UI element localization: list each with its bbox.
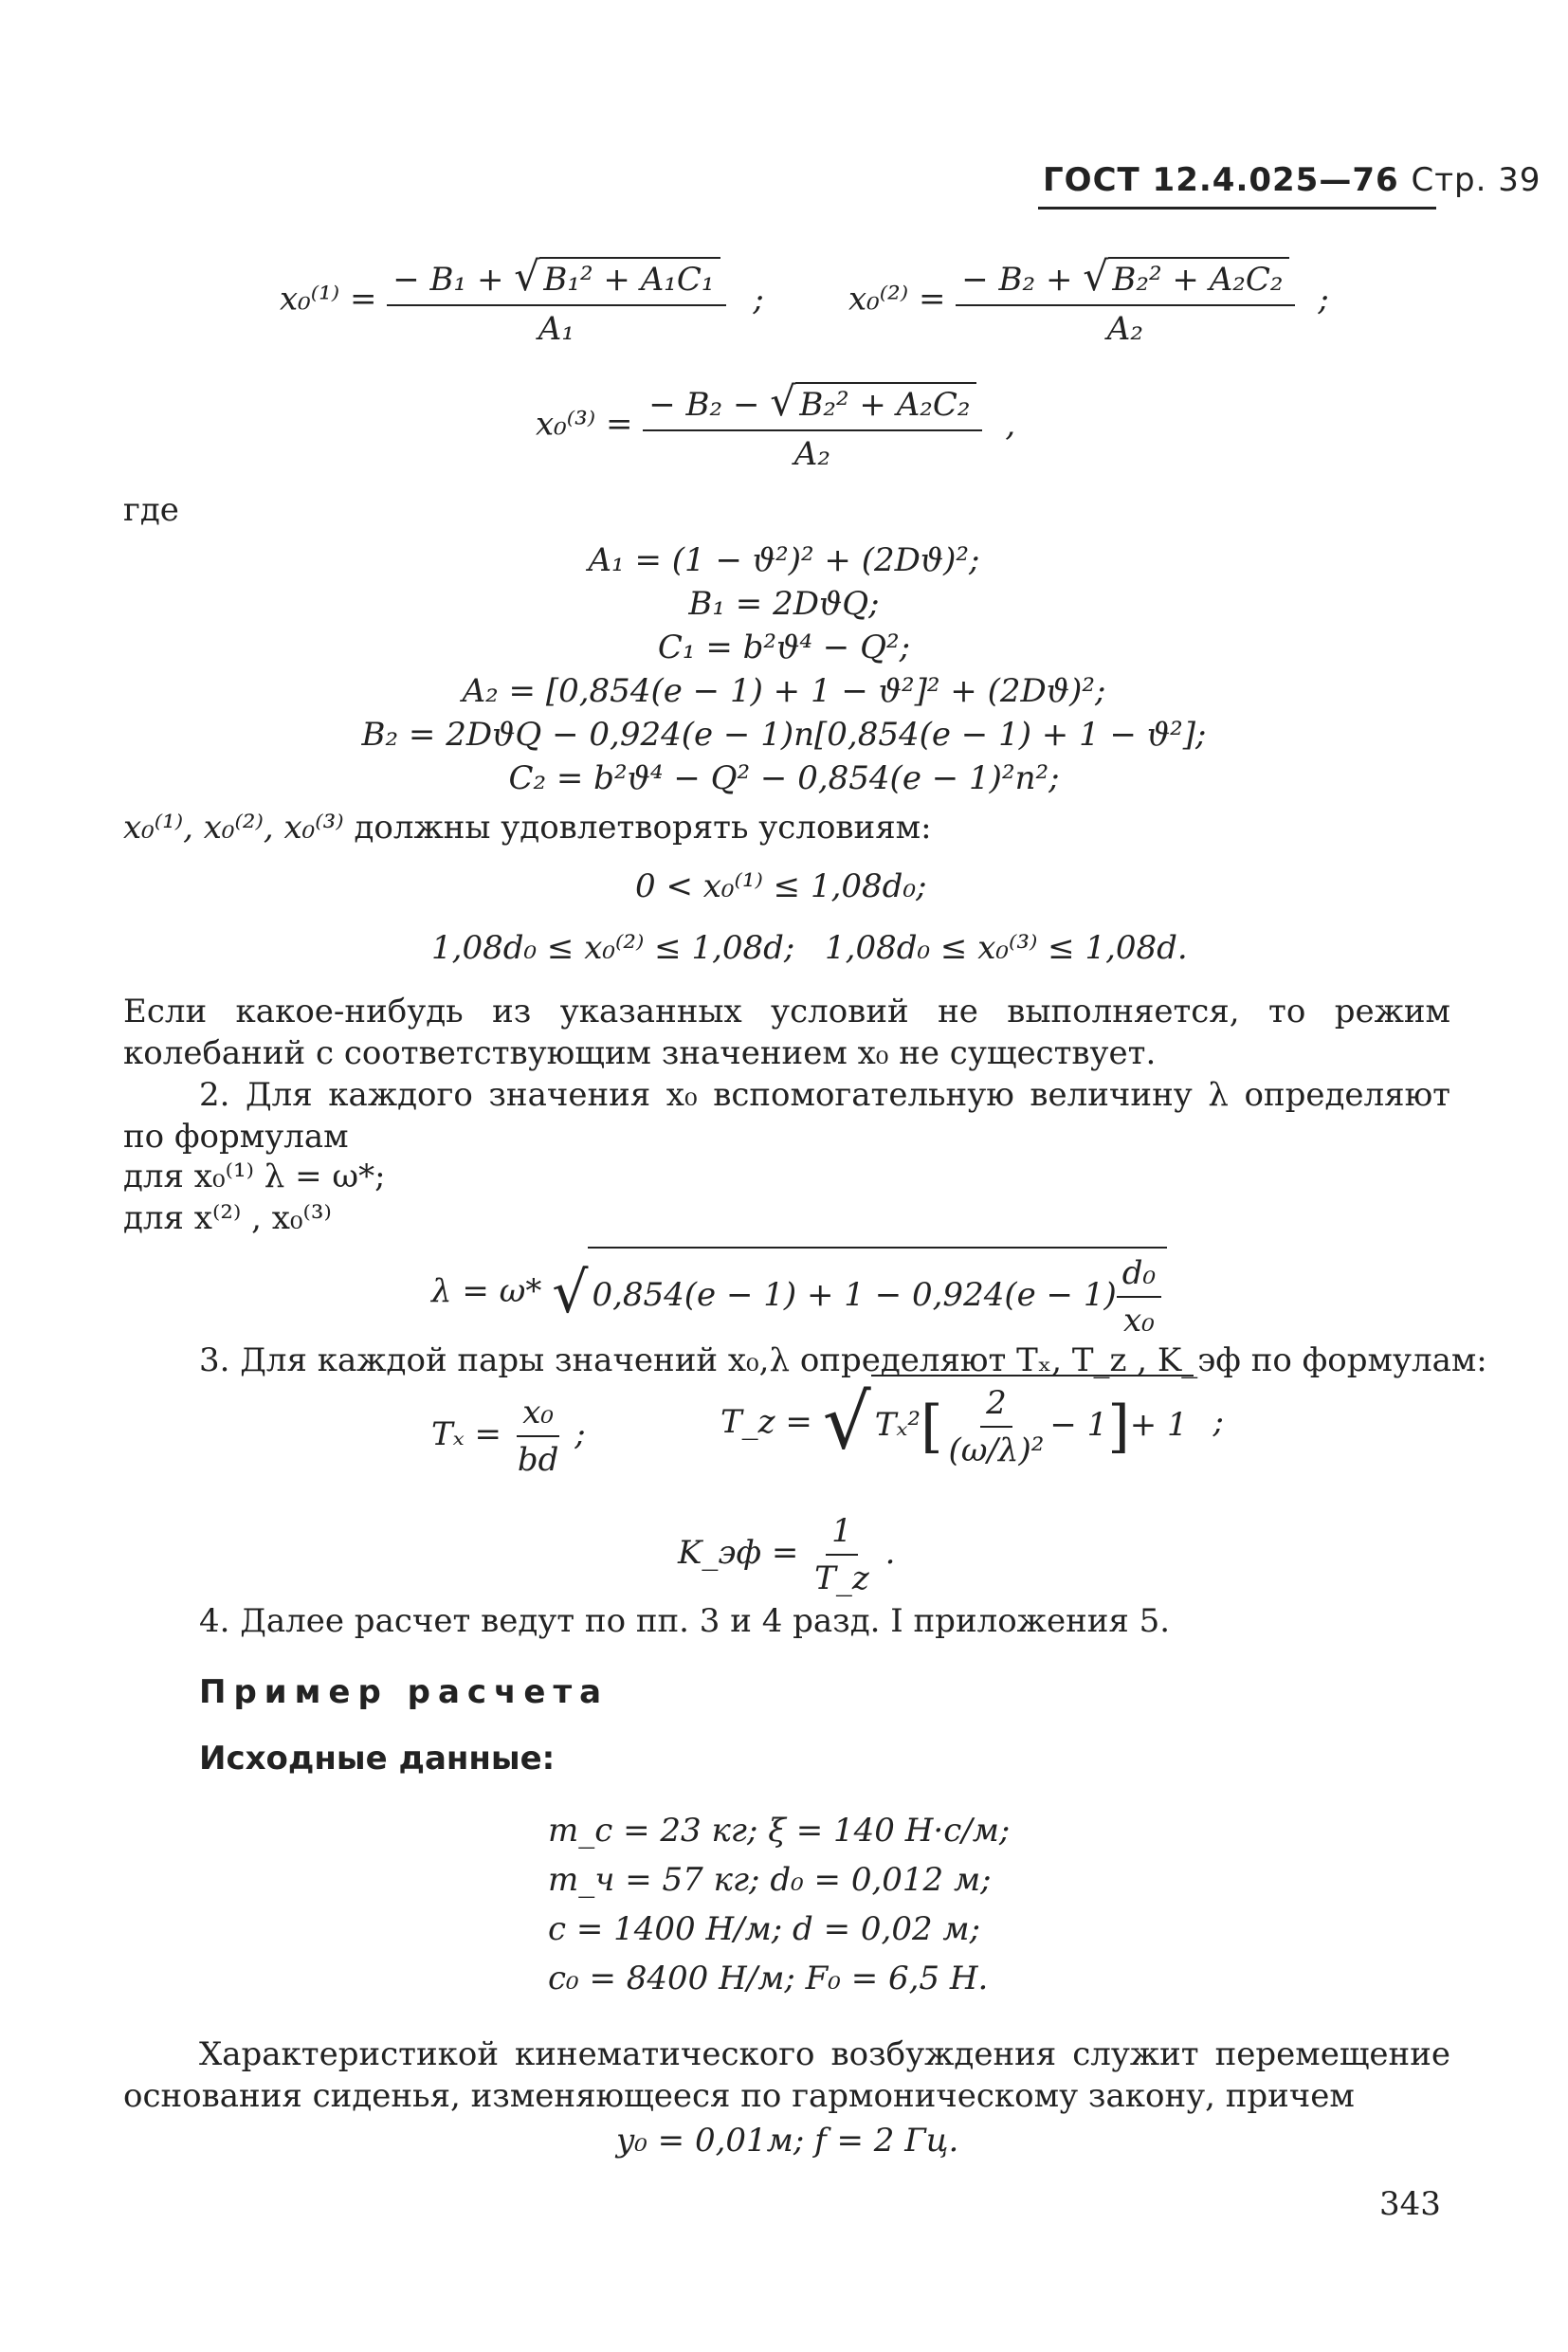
tz-end: ; (1212, 1403, 1224, 1441)
formula-x01-den: A₁ (538, 310, 574, 348)
sqrt-icon: √ (514, 254, 540, 301)
sqrt-icon: √ (770, 379, 796, 426)
formula-x02-end: ; (1318, 280, 1329, 319)
keff-lhs: K_эф = (678, 1534, 799, 1572)
conditions-text: должны удовлетворять условиям: (354, 809, 932, 847)
conditions-intro (123, 809, 932, 847)
lambda-frac-num: d₀ (1117, 1254, 1161, 1298)
tx-end: ; (574, 1415, 586, 1453)
condition-line-2b: 1,08d₀ ≤ x₀⁽³⁾ ≤ 1,08d. (825, 929, 1188, 967)
keff-formula (678, 1512, 895, 1597)
lambda-frac (1117, 1254, 1161, 1340)
definition-line: C₂ = b²ϑ⁴ − Q² − 0,854(e − 1)²n²; (508, 759, 1060, 797)
tz-inner-den: (ω/λ)² (948, 1431, 1045, 1469)
formula-x03-num-b: B₂² + A₂C₂ (795, 382, 975, 424)
tx-den: bd (517, 1441, 559, 1479)
where-label: где (123, 491, 179, 529)
lambda-radicand (588, 1247, 1167, 1340)
step-4-text: 4. Далее расчет ведут по пп. 3 и 4 разд. I приложения 5. (199, 1602, 1171, 1640)
formula-x03-den: A₂ (793, 435, 830, 473)
formula-x03-lhs: x₀⁽³⁾ = (536, 405, 633, 444)
definitions-block (0, 538, 1568, 800)
lambda-rad-text: 0,854(e − 1) + 1 − 0,924(e − 1) (592, 1276, 1117, 1314)
definition-line: A₁ = (1 − ϑ²)² + (2Dϑ)²; (588, 541, 980, 579)
formula-x01-num-a: − B₁ + (392, 261, 515, 299)
formula-x01-frac (387, 254, 725, 348)
example-heading: Пример расчета (199, 1673, 610, 1711)
step-2-line-b: для x⁽²⁾ , x₀⁽³⁾ (123, 1199, 332, 1237)
tx-frac (512, 1394, 565, 1479)
formula-x02-den: A₂ (1106, 310, 1143, 348)
keff-num: 1 (826, 1512, 858, 1556)
lambda-lhs: λ = ω* (431, 1272, 542, 1310)
formula-x01-num-b: B₁² + A₁C₁ (539, 257, 720, 299)
lambda-frac-den: x₀ (1123, 1302, 1155, 1340)
formula-x03-num-a: − B₂ − (648, 386, 771, 424)
formula-x02 (848, 254, 1329, 348)
kinematic-paragraph: Характеристикой кинематического возбуждения служит перемещение основания сиденья, изменяющееся по гармоническому закону, причем (123, 2035, 1450, 2115)
formula-x02-num-a: − B₂ + (961, 261, 1084, 299)
formula-x02-num-b: B₂² + A₂C₂ (1108, 257, 1288, 299)
tz-radicand (871, 1375, 1194, 1469)
tx-lhs: Tₓ = (431, 1415, 502, 1453)
header-rule (1038, 207, 1436, 210)
conditions-vars: x₀⁽¹⁾, x₀⁽²⁾, x₀⁽³⁾ (123, 809, 344, 847)
formula-x03-end: , (1005, 405, 1016, 444)
page-number: 343 (1379, 2185, 1441, 2223)
bracket-open-icon: [ (921, 1394, 943, 1460)
sqrt-icon: √ (1083, 254, 1109, 301)
standard-number: ГОСТ 12.4.025—76 (1043, 161, 1399, 199)
tx-formula (431, 1394, 586, 1479)
y0-line: y₀ = 0,01м; f = 2 Гц. (616, 2122, 959, 2160)
condition-line-1: 0 < x₀⁽¹⁾ ≤ 1,08d₀; (635, 867, 927, 905)
tz-inner-num: 2 (980, 1384, 1012, 1428)
step-2-line-a: для x₀⁽¹⁾ λ = ω*; (123, 1158, 386, 1195)
tz-lhs: T_z = (720, 1403, 812, 1441)
tz-coef: Tₓ² (874, 1406, 921, 1444)
formula-x02-frac (956, 254, 1294, 348)
keff-end: . (884, 1534, 896, 1572)
formula-x01-lhs: x₀⁽¹⁾ = (280, 280, 377, 319)
definition-line: B₁ = 2DϑQ; (688, 585, 880, 623)
tx-num: x₀ (517, 1394, 559, 1437)
keff-den: T_z (814, 1559, 869, 1597)
input-data-line: m_ч = 57 кг; d₀ = 0,012 м; (548, 1861, 992, 1899)
step-3-text: 3. Для каждой пары значений x₀,λ определяют Tₓ, T_z , K_эф по формулам: (199, 1341, 1487, 1379)
definition-line: B₂ = 2DϑQ − 0,924(e − 1)n[0,854(e − 1) + 1 − ϑ²]; (361, 716, 1207, 754)
keff-frac (809, 1512, 875, 1597)
para-if: Если какое-нибудь из указанных условий не выполняется, то режим колебаний с соответствующим значением x₀ не существует. (123, 993, 1450, 1072)
condition-line-2a: 1,08d₀ ≤ x₀⁽²⁾ ≤ 1,08d; (431, 929, 795, 967)
definition-line: C₁ = b²ϑ⁴ − Q²; (657, 629, 911, 666)
input-heading: Исходные данные: (199, 1740, 556, 1778)
definition-line: A₂ = [0,854(e − 1) + 1 − ϑ²]² + (2Dϑ)²; (462, 672, 1106, 710)
input-data-block (548, 1806, 1010, 2003)
formula-x01 (280, 254, 764, 348)
formula-x03-frac (643, 379, 981, 473)
bracket-close-icon: ] (1107, 1394, 1130, 1460)
input-data-line: m_c = 23 кг; ξ = 140 Н·с/м; (548, 1812, 1011, 1850)
sqrt-icon: √ (552, 1260, 589, 1326)
tz-inner-frac (943, 1384, 1050, 1469)
lambda-formula (431, 1247, 1167, 1340)
formula-x03 (536, 379, 1015, 473)
formula-x01-end: ; (753, 280, 764, 319)
tz-inner-rest: − 1 (1049, 1406, 1108, 1444)
formula-x02-lhs: x₀⁽²⁾ = (848, 280, 946, 319)
step-2-text: 2. Для каждого значения x₀ вспомогательную величину λ определяют по формулам (123, 1076, 1450, 1156)
page-label: Стр. 39 (1411, 161, 1541, 199)
sqrt-icon: √ (822, 1377, 871, 1467)
input-data-line: c = 1400 Н/м; d = 0,02 м; (548, 1910, 981, 1948)
tz-formula (720, 1375, 1224, 1469)
input-data-line: c₀ = 8400 Н/м; F₀ = 6,5 Н. (548, 1960, 989, 1997)
tz-tail: + 1 (1129, 1406, 1188, 1444)
header-standard (1043, 161, 1541, 199)
